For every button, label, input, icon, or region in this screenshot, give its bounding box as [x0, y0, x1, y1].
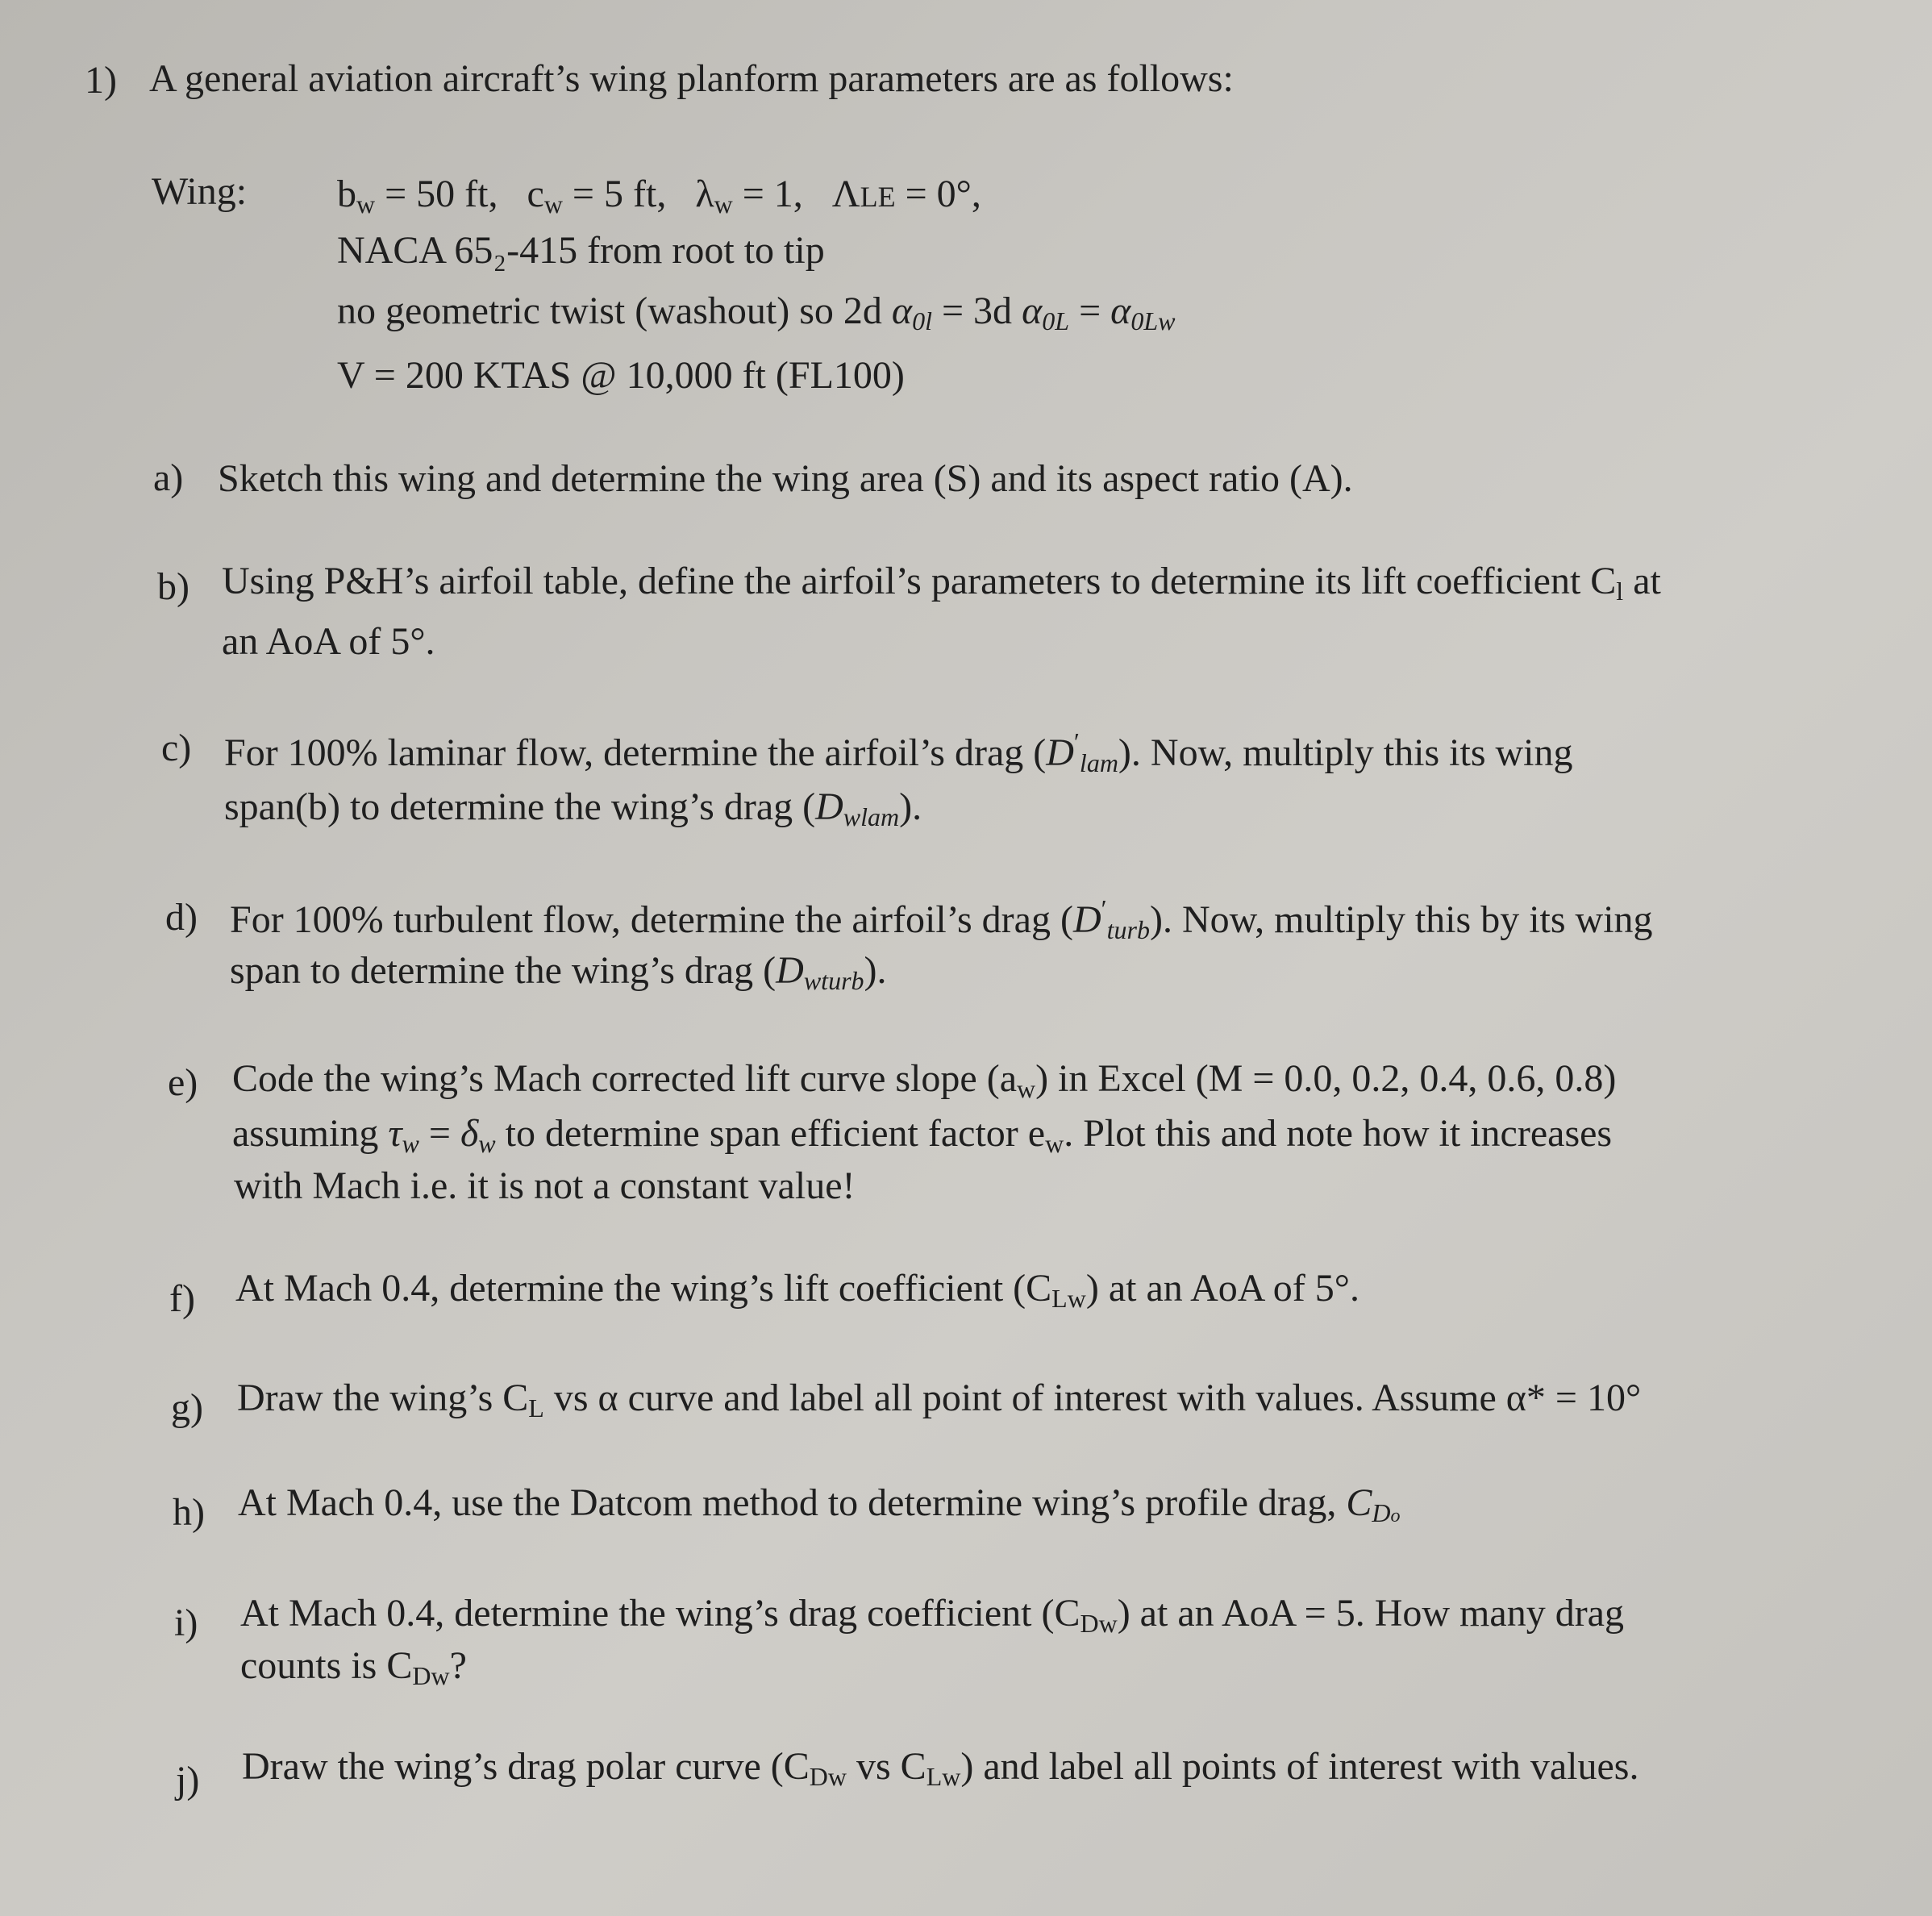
part-h-text: At Mach 0.4, use the Datcom method to determine wing’s profile drag, $C_{Do}$ — [238, 1481, 1401, 1527]
airfoil-line: NACA 65₂-415 from root to tip — [337, 229, 825, 272]
part-c-label: c) — [161, 727, 192, 769]
part-e-label: e) — [168, 1061, 198, 1104]
part-a-label: a) — [153, 456, 184, 499]
part-b-text-1: Using P&H’s airfoil table, define the airfoil’s parameters to determine its lift coefficient $C_l$ at — [222, 560, 1661, 606]
part-g-label: g) — [171, 1386, 203, 1429]
part-h-label: h) — [173, 1491, 205, 1534]
part-c-text-1: For 100% laminar flow, determine the airfoil’s drag $(D'_{lam})$. Now, multiply this its wing — [224, 727, 1573, 777]
part-e-text-1: Code the wing’s Mach corrected lift curve slope $(a_w)$ in Excel (M = 0.0, 0.2, 0.4, 0.6, 0.8) — [232, 1057, 1617, 1103]
part-i-text-1: At Mach 0.4, determine the wing’s drag coefficient $(C_{Dw})$ at an AoA = 5. How many drag — [240, 1592, 1624, 1638]
part-b-text-2: an AoA of 5°. — [222, 620, 435, 663]
speed-line: V = 200 KTAS @ 10,000 ft (FL100) — [337, 354, 905, 397]
problem-number: 1) — [85, 59, 117, 102]
part-e-text-2: assuming $\tau_w = \delta_w$ to determine span efficient factor $e_w$. Plot this and note how it increases — [232, 1112, 1613, 1158]
part-f-label: f) — [169, 1277, 195, 1320]
part-e-text-3: with Mach i.e. it is not a constant value! — [234, 1164, 856, 1207]
part-f-text: At Mach 0.4, determine the wing’s lift coefficient $(C_{Lw})$ at an AoA of 5°. — [235, 1267, 1359, 1313]
part-j-label: j) — [176, 1759, 200, 1801]
part-b-label: b) — [157, 565, 189, 608]
part-d-text-2: span to determine the wing’s drag $(D_{wturb})$. — [230, 949, 887, 995]
part-d-label: d) — [165, 896, 198, 939]
wing-params-line: $b_w = 50$ ft, $c_w = 5$ ft, $\lambda_w = 1$, ΛLE = 0°, — [337, 173, 981, 219]
part-i-label: i) — [174, 1602, 198, 1644]
wing-label: Wing: — [152, 170, 248, 213]
part-c-text-2: span(b) to determine the wing’s drag $(D_{wlam})$. — [224, 785, 922, 831]
problem-title: A general aviation aircraft’s wing planform parameters are as follows: — [149, 57, 1234, 100]
part-i-text-2: counts is $C_{Dw}$? — [240, 1644, 467, 1690]
part-a-text: Sketch this wing and determine the wing area (S) and its aspect ratio (A). — [218, 457, 1353, 500]
part-g-text: Draw the wing’s $C_L$ vs α curve and label all point of interest with values. Assume α* = 10° — [237, 1377, 1642, 1422]
part-d-text-1: For 100% turbulent flow, determine the airfoil’s drag $(D'_{turb})$. Now, multiply this by its wing — [230, 894, 1653, 944]
twist-line: no geometric twist (washout) so 2d $\alpha_{0l} = 3d$ $\alpha_{0L} = \alpha_{0Lw}$ — [337, 289, 1176, 335]
part-j-text: Draw the wing’s drag polar curve ($C_{Dw}$ vs $C_{Lw}$) and label all points of interest with values. — [242, 1745, 1639, 1791]
